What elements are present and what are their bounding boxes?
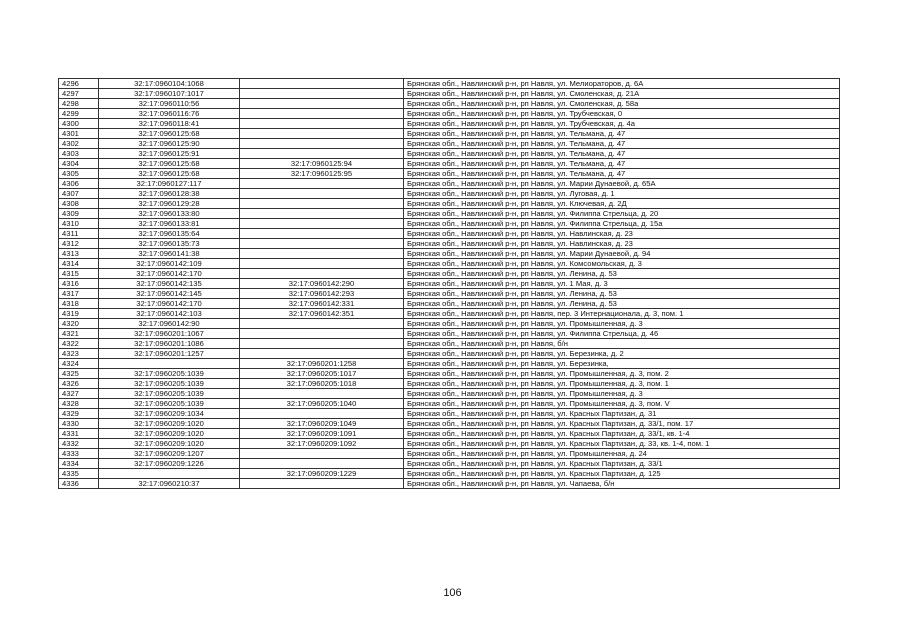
cadastral-number-cell: 32:17:0960142:103 xyxy=(99,309,240,319)
related-cadastral-number-cell xyxy=(240,109,404,119)
related-cadastral-number-cell xyxy=(240,349,404,359)
address-cell: Брянская обл., Навлинский р-н, рп Навля, ул. Промышленная, д. 3, пом. 2 xyxy=(404,369,840,379)
table-row xyxy=(59,209,840,219)
table-row xyxy=(59,239,840,249)
row-number-cell: 4310 xyxy=(59,219,99,229)
table-row xyxy=(59,439,840,449)
row-number-cell: 4317 xyxy=(59,289,99,299)
page-number: 106 xyxy=(443,587,462,599)
row-number-cell: 4328 xyxy=(59,399,99,409)
table-row xyxy=(59,329,840,339)
address-cell: Брянская обл., Навлинский р-н, рп Навля, ул. Мелиораторов, д. 6А xyxy=(404,79,840,89)
cadastral-number-cell: 32:17:0960125:68 xyxy=(99,129,240,139)
table-row xyxy=(59,89,840,99)
cadastral-number-cell: 32:17:0960135:73 xyxy=(99,239,240,249)
cadastral-number-cell: 32:17:0960209:1020 xyxy=(99,419,240,429)
related-cadastral-number-cell: 32:17:0960125:94 xyxy=(240,159,404,169)
cadastral-number-cell: 32:17:0960201:1067 xyxy=(99,329,240,339)
table-row xyxy=(59,399,840,409)
row-number-cell: 4315 xyxy=(59,269,99,279)
table-row xyxy=(59,369,840,379)
table-row xyxy=(59,299,840,309)
related-cadastral-number-cell: 32:17:0960142:290 xyxy=(240,279,404,289)
address-cell: Брянская обл., Навлинский р-н, рп Навля, ул. Красных Партизан, д. 31 xyxy=(404,409,840,419)
related-cadastral-number-cell xyxy=(240,339,404,349)
row-number-cell: 4326 xyxy=(59,379,99,389)
row-number-cell: 4333 xyxy=(59,449,99,459)
row-number-cell: 4296 xyxy=(59,79,99,89)
row-number-cell: 4319 xyxy=(59,309,99,319)
related-cadastral-number-cell: 32:17:0960205:1040 xyxy=(240,399,404,409)
cadastral-number-cell: 32:17:0960209:1207 xyxy=(99,449,240,459)
address-cell: Брянская обл., Навлинский р-н, рп Навля, ул. Чапаева, б/н xyxy=(404,479,840,489)
address-cell: Брянская обл., Навлинский р-н, рп Навля, ул. Красных Партизан, д. 33/1 xyxy=(404,459,840,469)
address-cell: Брянская обл., Навлинский р-н, рп Навля, б/н xyxy=(404,339,840,349)
related-cadastral-number-cell: 32:17:0960209:1092 xyxy=(240,439,404,449)
row-number-cell: 4321 xyxy=(59,329,99,339)
row-number-cell: 4327 xyxy=(59,389,99,399)
table-row xyxy=(59,189,840,199)
table-row xyxy=(59,279,840,289)
related-cadastral-number-cell xyxy=(240,259,404,269)
address-cell: Брянская обл., Навлинский р-н, рп Навля, ул. Марии Дунаевой, д. 65А xyxy=(404,179,840,189)
table-row xyxy=(59,459,840,469)
related-cadastral-number-cell xyxy=(240,189,404,199)
related-cadastral-number-cell: 32:17:0960209:1091 xyxy=(240,429,404,439)
cadastral-number-cell: 32:17:0960118:41 xyxy=(99,119,240,129)
address-cell: Брянская обл., Навлинский р-н, рп Навля, ул. Ленина, д. 53 xyxy=(404,269,840,279)
table-row xyxy=(59,99,840,109)
cadastral-number-cell: 32:17:0960125:68 xyxy=(99,169,240,179)
table-row xyxy=(59,339,840,349)
related-cadastral-number-cell xyxy=(240,99,404,109)
row-number-cell: 4302 xyxy=(59,139,99,149)
table-row xyxy=(59,269,840,279)
related-cadastral-number-cell xyxy=(240,479,404,489)
related-cadastral-number-cell xyxy=(240,129,404,139)
address-cell: Брянская обл., Навлинский р-н, рп Навля, ул. Луговая, д. 1 xyxy=(404,189,840,199)
address-cell: Брянская обл., Навлинский р-н, рп Навля, ул. Промышленная, д. 3 xyxy=(404,389,840,399)
cadastral-number-cell: 32:17:0960141:38 xyxy=(99,249,240,259)
address-cell: Брянская обл., Навлинский р-н, рп Навля, ул. Навлинская, д. 23 xyxy=(404,239,840,249)
cadastral-number-cell: 32:17:0960209:1020 xyxy=(99,439,240,449)
related-cadastral-number-cell: 32:17:0960142:331 xyxy=(240,299,404,309)
cadastral-number-cell: 32:17:0960107:1017 xyxy=(99,89,240,99)
table-row xyxy=(59,159,840,169)
table-row xyxy=(59,259,840,269)
table-row xyxy=(59,409,840,419)
row-number-cell: 4309 xyxy=(59,209,99,219)
table-row xyxy=(59,389,840,399)
related-cadastral-number-cell: 32:17:0960201:1258 xyxy=(240,359,404,369)
address-cell: Брянская обл., Навлинский р-н, рп Навля, ул. Красных Партизан, д. 33/1, кв. 1-4 xyxy=(404,429,840,439)
table-row xyxy=(59,449,840,459)
related-cadastral-number-cell xyxy=(240,389,404,399)
row-number-cell: 4330 xyxy=(59,419,99,429)
row-number-cell: 4307 xyxy=(59,189,99,199)
table-row xyxy=(59,479,840,489)
address-cell: Брянская обл., Навлинский р-н, рп Навля, ул. Навлинская, д. 23 xyxy=(404,229,840,239)
table-row xyxy=(59,109,840,119)
related-cadastral-number-cell xyxy=(240,249,404,259)
table-row xyxy=(59,149,840,159)
address-cell: Брянская обл., Навлинский р-н, рп Навля, ул. Филиппа Стрельца, д. 15а xyxy=(404,219,840,229)
row-number-cell: 4324 xyxy=(59,359,99,369)
row-number-cell: 4298 xyxy=(59,99,99,109)
registry-table xyxy=(58,78,840,489)
related-cadastral-number-cell: 32:17:0960205:1018 xyxy=(240,379,404,389)
row-number-cell: 4308 xyxy=(59,199,99,209)
table-row xyxy=(59,169,840,179)
address-cell: Брянская обл., Навлинский р-н, рп Навля, ул. Березинка, д. 2 xyxy=(404,349,840,359)
row-number-cell: 4311 xyxy=(59,229,99,239)
address-cell: Брянская обл., Навлинский р-н, рп Навля, ул. Смоленская, д. 58а xyxy=(404,99,840,109)
related-cadastral-number-cell: 32:17:0960142:351 xyxy=(240,309,404,319)
row-number-cell: 4335 xyxy=(59,469,99,479)
row-number-cell: 4312 xyxy=(59,239,99,249)
cadastral-number-cell: 32:17:0960210:37 xyxy=(99,479,240,489)
cadastral-number-cell: 32:17:0960201:1257 xyxy=(99,349,240,359)
address-cell: Брянская обл., Навлинский р-н, рп Навля, ул. Филиппа Стрельца, д. 20 xyxy=(404,209,840,219)
cadastral-number-cell: 32:17:0960142:170 xyxy=(99,269,240,279)
address-cell: Брянская обл., Навлинский р-н, рп Навля, ул. Промышленная, д. 3, пом. 1 xyxy=(404,379,840,389)
address-cell: Брянская обл., Навлинский р-н, рп Навля, ул. 1 Мая, д. 3 xyxy=(404,279,840,289)
related-cadastral-number-cell: 32:17:0960209:1049 xyxy=(240,419,404,429)
table-row xyxy=(59,379,840,389)
row-number-cell: 4316 xyxy=(59,279,99,289)
address-cell: Брянская обл., Навлинский р-н, рп Навля, ул. Филиппа Стрельца, д. 46 xyxy=(404,329,840,339)
related-cadastral-number-cell xyxy=(240,329,404,339)
related-cadastral-number-cell: 32:17:0960125:95 xyxy=(240,169,404,179)
table-row xyxy=(59,309,840,319)
cadastral-number-cell: 32:17:0960129:28 xyxy=(99,199,240,209)
cadastral-number-cell: 32:17:0960133:80 xyxy=(99,209,240,219)
table-row xyxy=(59,359,840,369)
address-cell: Брянская обл., Навлинский р-н, рп Навля, ул. Красных Партизан, д. 33, кв. 1-4, пом. 1 xyxy=(404,439,840,449)
related-cadastral-number-cell xyxy=(240,209,404,219)
row-number-cell: 4332 xyxy=(59,439,99,449)
related-cadastral-number-cell xyxy=(240,229,404,239)
row-number-cell: 4323 xyxy=(59,349,99,359)
table-row xyxy=(59,129,840,139)
related-cadastral-number-cell xyxy=(240,459,404,469)
related-cadastral-number-cell xyxy=(240,319,404,329)
row-number-cell: 4299 xyxy=(59,109,99,119)
address-cell: Брянская обл., Навлинский р-н, рп Навля, ул. Красных Партизан, д. 33/1, пом. 17 xyxy=(404,419,840,429)
cadastral-number-cell: 32:17:0960142:135 xyxy=(99,279,240,289)
cadastral-number-cell: 32:17:0960201:1086 xyxy=(99,339,240,349)
related-cadastral-number-cell xyxy=(240,269,404,279)
row-number-cell: 4334 xyxy=(59,459,99,469)
related-cadastral-number-cell xyxy=(240,179,404,189)
address-cell: Брянская обл., Навлинский р-н, рп Навля, ул. Комсомольская, д. 3 xyxy=(404,259,840,269)
row-number-cell: 4314 xyxy=(59,259,99,269)
address-cell: Брянская обл., Навлинский р-н, рп Навля, ул. Промышленная, д. 3 xyxy=(404,319,840,329)
table-row xyxy=(59,229,840,239)
related-cadastral-number-cell xyxy=(240,89,404,99)
address-cell: Брянская обл., Навлинский р-н, рп Навля, ул. Ленина, д. 53 xyxy=(404,289,840,299)
address-cell: Брянская обл., Навлинский р-н, рп Навля, ул. Ключевая, д. 2Д xyxy=(404,199,840,209)
cadastral-number-cell: 32:17:0960205:1039 xyxy=(99,379,240,389)
row-number-cell: 4318 xyxy=(59,299,99,309)
cadastral-number-cell: 32:17:0960128:38 xyxy=(99,189,240,199)
row-number-cell: 4301 xyxy=(59,129,99,139)
cadastral-number-cell: 32:17:0960104:1068 xyxy=(99,79,240,89)
address-cell: Брянская обл., Навлинский р-н, рп Навля, ул. Промышленная, д. 24 xyxy=(404,449,840,459)
related-cadastral-number-cell xyxy=(240,139,404,149)
table-row xyxy=(59,199,840,209)
related-cadastral-number-cell xyxy=(240,219,404,229)
cadastral-number-cell: 32:17:0960125:91 xyxy=(99,149,240,159)
cadastral-number-cell: 32:17:0960135:64 xyxy=(99,229,240,239)
cadastral-number-cell: 32:17:0960142:170 xyxy=(99,299,240,309)
cadastral-number-cell xyxy=(99,359,240,369)
address-cell: Брянская обл., Навлинский р-н, рп Навля, ул. Тельмана, д. 47 xyxy=(404,129,840,139)
related-cadastral-number-cell xyxy=(240,409,404,419)
cadastral-number-cell xyxy=(99,469,240,479)
cadastral-number-cell: 32:17:0960127:117 xyxy=(99,179,240,189)
address-cell: Брянская обл., Навлинский р-н, рп Навля, ул. Трубчевская, 0 xyxy=(404,109,840,119)
table-row xyxy=(59,249,840,259)
address-cell: Брянская обл., Навлинский р-н, рп Навля, ул. Тельмана, д. 47 xyxy=(404,149,840,159)
row-number-cell: 4331 xyxy=(59,429,99,439)
table-row xyxy=(59,179,840,189)
related-cadastral-number-cell xyxy=(240,119,404,129)
table-row xyxy=(59,319,840,329)
row-number-cell: 4329 xyxy=(59,409,99,419)
address-cell: Брянская обл., Навлинский р-н, рп Навля, ул. Марии Дунаевой, д. 94 xyxy=(404,249,840,259)
cadastral-number-cell: 32:17:0960205:1039 xyxy=(99,369,240,379)
cadastral-number-cell: 32:17:0960125:90 xyxy=(99,139,240,149)
related-cadastral-number-cell xyxy=(240,149,404,159)
address-cell: Брянская обл., Навлинский р-н, рп Навля, ул. Тельмана, д. 47 xyxy=(404,159,840,169)
related-cadastral-number-cell: 32:17:0960209:1229 xyxy=(240,469,404,479)
row-number-cell: 4300 xyxy=(59,119,99,129)
address-cell: Брянская обл., Навлинский р-н, рп Навля, ул. Красных Партизан, д. 125 xyxy=(404,469,840,479)
cadastral-number-cell: 32:17:0960125:68 xyxy=(99,159,240,169)
row-number-cell: 4336 xyxy=(59,479,99,489)
cadastral-number-cell: 32:17:0960209:1226 xyxy=(99,459,240,469)
cadastral-number-cell: 32:17:0960142:90 xyxy=(99,319,240,329)
row-number-cell: 4313 xyxy=(59,249,99,259)
related-cadastral-number-cell xyxy=(240,449,404,459)
row-number-cell: 4306 xyxy=(59,179,99,189)
address-cell: Брянская обл., Навлинский р-н, рп Навля, ул. Березинка, xyxy=(404,359,840,369)
related-cadastral-number-cell: 32:17:0960142:293 xyxy=(240,289,404,299)
related-cadastral-number-cell xyxy=(240,79,404,89)
table-row xyxy=(59,289,840,299)
address-cell: Брянская обл., Навлинский р-н, рп Навля, ул. Тельмана, д. 47 xyxy=(404,139,840,149)
row-number-cell: 4322 xyxy=(59,339,99,349)
cadastral-number-cell: 32:17:0960205:1039 xyxy=(99,389,240,399)
cadastral-number-cell: 32:17:0960142:109 xyxy=(99,259,240,269)
cadastral-number-cell: 32:17:0960110:56 xyxy=(99,99,240,109)
cadastral-number-cell: 32:17:0960205:1039 xyxy=(99,399,240,409)
related-cadastral-number-cell xyxy=(240,239,404,249)
table-row xyxy=(59,349,840,359)
address-cell: Брянская обл., Навлинский р-н, рп Навля, ул. Трубчевская, д. 4а xyxy=(404,119,840,129)
table-row xyxy=(59,429,840,439)
table-row xyxy=(59,219,840,229)
row-number-cell: 4303 xyxy=(59,149,99,159)
table-row xyxy=(59,419,840,429)
address-cell: Брянская обл., Навлинский р-н, рп Навля, ул. Смоленская, д. 21А xyxy=(404,89,840,99)
row-number-cell: 4297 xyxy=(59,89,99,99)
address-cell: Брянская обл., Навлинский р-н, рп Навля, пер. 3 Интернационала, д. 3, пом. 1 xyxy=(404,309,840,319)
table-row xyxy=(59,139,840,149)
row-number-cell: 4325 xyxy=(59,369,99,379)
registry-table-body xyxy=(59,79,840,489)
related-cadastral-number-cell: 32:17:0960205:1017 xyxy=(240,369,404,379)
row-number-cell: 4305 xyxy=(59,169,99,179)
cadastral-number-cell: 32:17:0960142:145 xyxy=(99,289,240,299)
table-row xyxy=(59,119,840,129)
address-cell: Брянская обл., Навлинский р-н, рп Навля, ул. Промышленная, д. 3, пом. V xyxy=(404,399,840,409)
table-row xyxy=(59,79,840,89)
table-row xyxy=(59,469,840,479)
row-number-cell: 4304 xyxy=(59,159,99,169)
cadastral-number-cell: 32:17:0960209:1034 xyxy=(99,409,240,419)
cadastral-number-cell: 32:17:0960116:76 xyxy=(99,109,240,119)
cadastral-number-cell: 32:17:0960209:1020 xyxy=(99,429,240,439)
cadastral-number-cell: 32:17:0960133:81 xyxy=(99,219,240,229)
row-number-cell: 4320 xyxy=(59,319,99,329)
address-cell: Брянская обл., Навлинский р-н, рп Навля, ул. Тельмана, д. 47 xyxy=(404,169,840,179)
address-cell: Брянская обл., Навлинский р-н, рп Навля, ул. Ленина, д. 53 xyxy=(404,299,840,309)
related-cadastral-number-cell xyxy=(240,199,404,209)
